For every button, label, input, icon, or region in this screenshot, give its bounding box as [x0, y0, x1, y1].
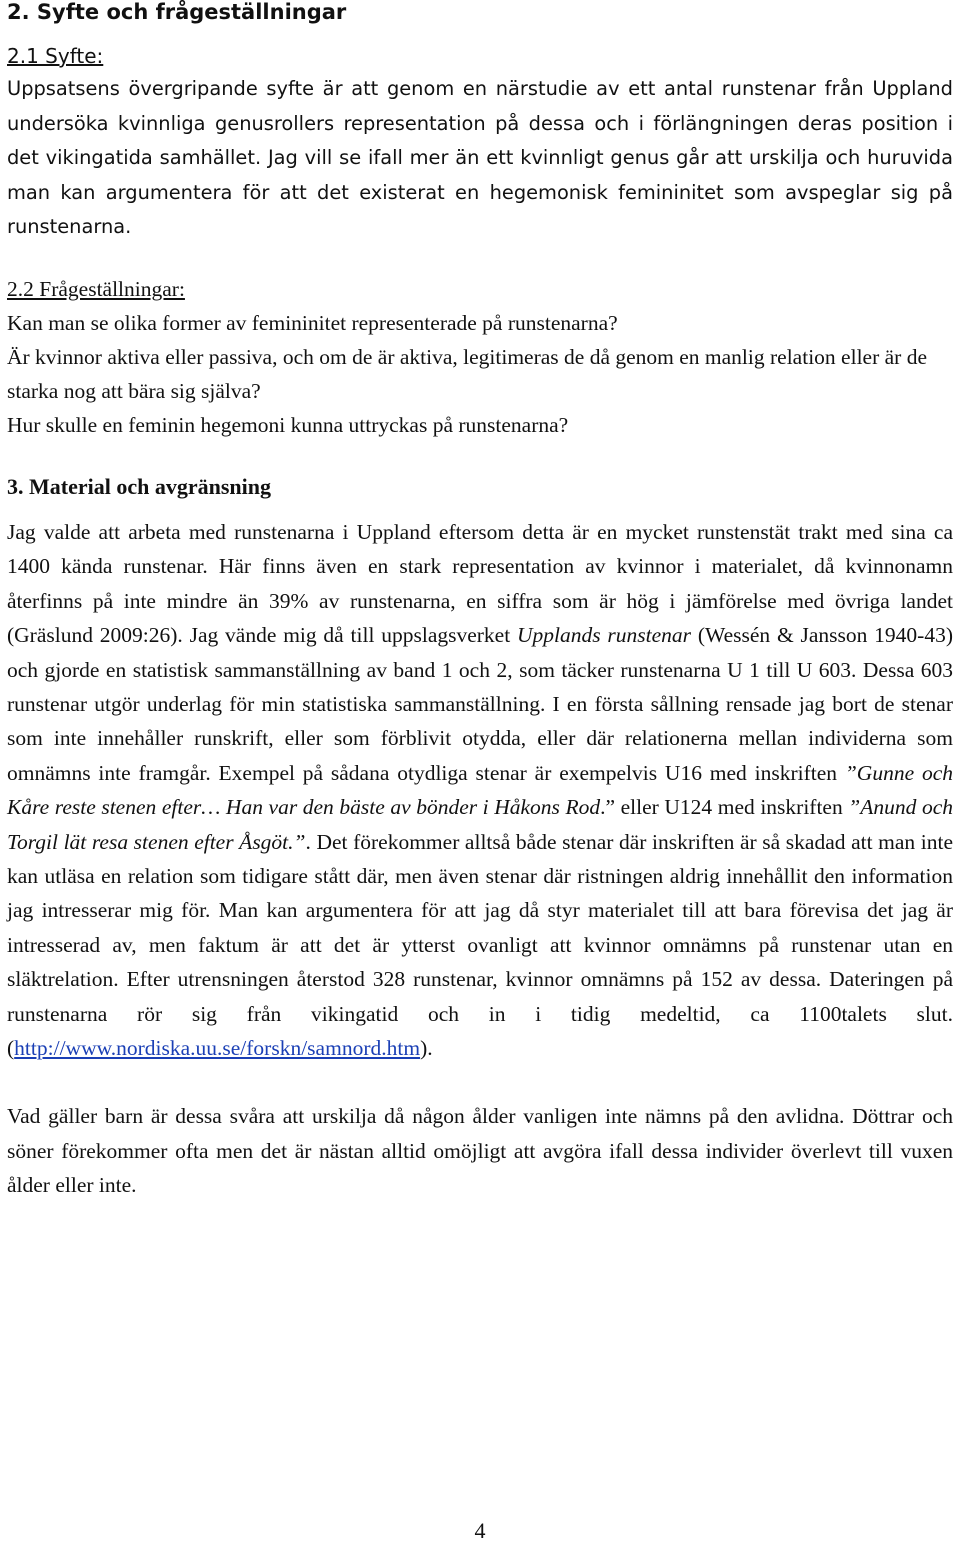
- document-page: [7, 0, 953, 1203]
- fragestallning-2: Är kvinnor aktiva eller passiva, och om de är aktiva, legitimeras de då genom en manlig relation eller är de starka nog att bära sig själva?: [7, 344, 927, 403]
- material-text-e: ).: [420, 1036, 433, 1061]
- section-2-heading: 2. Syfte och frågeställningar: [7, 0, 347, 24]
- syfte-paragraph: Uppsatsens övergripande syfte är att genom en närstudie av ett antal runstenar från Uppland undersöka kvinnliga genusrollers representation på dessa och i förlängningen deras position i det vikingatida samhället. Jag vill se ifall mer än ett kvinnligt genus går att urskilja och huruvida man kan argumentera för att det existerat en hegemonisk femininitet som avspeglar sig på runstenarna.: [7, 77, 953, 239]
- book-title: Upplands runstenar: [517, 623, 692, 648]
- fragestallning-3: Hur skulle en feminin hegemoni kunna uttryckas på runstenarna?: [7, 412, 569, 437]
- samnord-link[interactable]: http://www.nordiska.uu.se/forskn/samnord.htm: [14, 1036, 421, 1061]
- section-3-heading: 3. Material och avgränsning: [7, 473, 271, 499]
- inscription-u124: ”Anund och Torgil lät resa stenen efter Åsgöt.”: [7, 795, 954, 854]
- fragestallningar-label: 2.2 Frågeställningar:: [7, 276, 185, 301]
- material-text-c: .” eller U124 med inskriften: [600, 795, 849, 820]
- syfte-label: 2.1 Syfte:: [7, 44, 104, 68]
- material-text-d: . Det förekommer alltså både stenar där inskriften är så skadad att man inte kan utläsa en relation som tidigare stått där, men även stenar där ristningen aldrig innehållit den information jag intresserar mig för. Man kan argumentera för att jag då styr materialet till att bara förevisa det jag är intresserad av, men faktum är att det är ytterst ovanligt att kvinnor omnämns på runstenar utan en släktrelation. Efter utrensningen återstod 328 runstenar, kvinnor omnämns på 152 av dessa. Dateringen på runstenarna rör sig från vikingatid och in i tidig medeltid, ca 1100talets slut. (: [7, 829, 954, 1061]
- inscription-u16: ”Gunne och Kåre reste stenen efter… Han var den bäste av bönder i Håkons Rod: [7, 760, 953, 820]
- material-paragraph: [7, 515, 953, 1066]
- material-text-b: (Wessén & Jansson 1940-43) och gjorde en statistisk sammanställning av band 1 och 2, som täcker runstenarna U 1 till U 603. Dessa 603 runstenar utgör underlag för min statistiska sammanställning. I en första sållning rensade jag bort de stenar som inte innehåller runskrift, eller som förblivit otydda, eller där relationerna mellan individerna som omnämns inte framgår. Exempel på sådana otydliga stenar är exempelvis U16 med inskriften: [7, 623, 953, 785]
- page-number: 4: [474, 1518, 486, 1543]
- barn-paragraph: Vad gäller barn är dessa svåra att urskilja då någon ålder vanligen inte nämns på den avlidna. Döttrar och söner förekommer ofta men det är nästan alltid omöjligt att avgöra ifall dessa individer överlevt till vuxen ålder eller inte.: [7, 1104, 953, 1198]
- fragestallning-1: Kan man se olika former av femininitet representerade på runstenarna?: [7, 310, 618, 335]
- material-text-a: Jag valde att arbeta med runstenarna i Uppland eftersom detta är en mycket runstenstät trakt med sina ca 1400 kända runstenar. Här finns även en stark representation av kvinnor i materialet, då kvinnonamn återfinns på inte mindre än 39% av runstenarna, en siffra som är hög i jämförelse med övriga landet (Gräslund 2009:26). Jag vände mig då till uppslagsverket: [7, 519, 953, 648]
